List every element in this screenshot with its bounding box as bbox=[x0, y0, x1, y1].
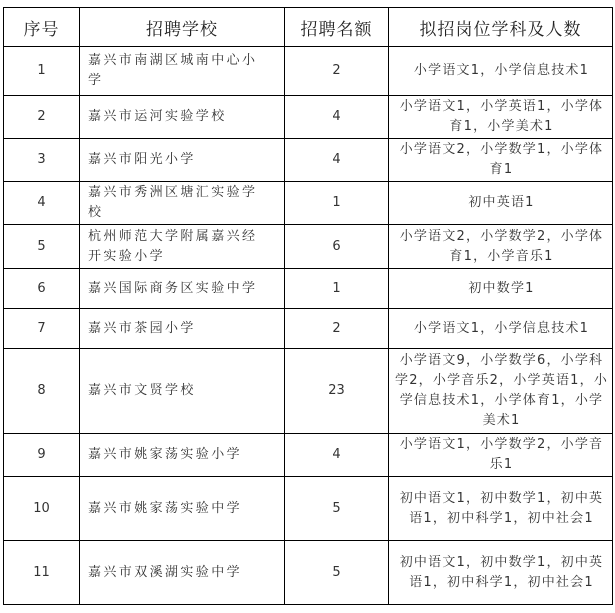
school-name: 嘉兴市姚家荡实验中学 bbox=[80, 477, 285, 541]
positions-detail: 小学语文1，小学数学2，小学音乐1 bbox=[389, 434, 613, 477]
row-index: 4 bbox=[4, 182, 80, 225]
recruit-count: 4 bbox=[285, 96, 389, 139]
school-name: 嘉兴市姚家荡实验小学 bbox=[80, 434, 285, 477]
header-school: 招聘学校 bbox=[80, 8, 285, 47]
positions-detail: 小学语文1，小学信息技术1 bbox=[389, 47, 613, 96]
recruit-count: 23 bbox=[285, 349, 389, 434]
positions-detail: 初中语文1，初中数学1，初中英语1，初中科学1，初中社会1 bbox=[389, 477, 613, 541]
recruit-count: 1 bbox=[285, 269, 389, 309]
table-row bbox=[4, 47, 613, 96]
positions-detail: 初中语文1，初中数学1，初中英语1，初中科学1，初中社会1 bbox=[389, 541, 613, 605]
table-row bbox=[4, 309, 613, 349]
school-name: 嘉兴市文贤学校 bbox=[80, 349, 285, 434]
row-index: 3 bbox=[4, 139, 80, 182]
positions-detail: 初中英语1 bbox=[389, 182, 613, 225]
row-index: 6 bbox=[4, 269, 80, 309]
recruit-count: 5 bbox=[285, 477, 389, 541]
recruit-count: 4 bbox=[285, 139, 389, 182]
recruit-count: 2 bbox=[285, 47, 389, 96]
school-name: 杭州师范大学附属嘉兴经开实验小学 bbox=[80, 225, 285, 269]
header-count: 招聘名额 bbox=[285, 8, 389, 47]
row-index: 10 bbox=[4, 477, 80, 541]
positions-detail: 小学语文9，小学数学6，小学科学2，小学音乐2，小学英语1，小学信息技术1，小学体育1，小学美术1 bbox=[389, 349, 613, 434]
row-index: 1 bbox=[4, 47, 80, 96]
table-row bbox=[4, 96, 613, 139]
recruitment-table bbox=[3, 7, 613, 605]
header-index: 序号 bbox=[4, 8, 80, 47]
table-row bbox=[4, 541, 613, 605]
recruit-count: 6 bbox=[285, 225, 389, 269]
row-index: 11 bbox=[4, 541, 80, 605]
table-row bbox=[4, 182, 613, 225]
table-row bbox=[4, 269, 613, 309]
positions-detail: 小学语文1，小学信息技术1 bbox=[389, 309, 613, 349]
table-row bbox=[4, 139, 613, 182]
school-name: 嘉兴市双溪湖实验中学 bbox=[80, 541, 285, 605]
table-row bbox=[4, 349, 613, 434]
row-index: 9 bbox=[4, 434, 80, 477]
school-name: 嘉兴市南湖区城南中心小学 bbox=[80, 47, 285, 96]
table-row bbox=[4, 434, 613, 477]
row-index: 5 bbox=[4, 225, 80, 269]
table-row bbox=[4, 225, 613, 269]
recruit-count: 1 bbox=[285, 182, 389, 225]
recruit-count: 5 bbox=[285, 541, 389, 605]
school-name: 嘉兴市运河实验学校 bbox=[80, 96, 285, 139]
header-row bbox=[4, 8, 613, 47]
school-name: 嘉兴市秀洲区塘汇实验学校 bbox=[80, 182, 285, 225]
header-positions: 拟招岗位学科及人数 bbox=[389, 8, 613, 47]
school-name: 嘉兴国际商务区实验中学 bbox=[80, 269, 285, 309]
row-index: 8 bbox=[4, 349, 80, 434]
table-row bbox=[4, 477, 613, 541]
positions-detail: 小学语文1，小学英语1，小学体育1，小学美术1 bbox=[389, 96, 613, 139]
row-index: 7 bbox=[4, 309, 80, 349]
school-name: 嘉兴市阳光小学 bbox=[80, 139, 285, 182]
positions-detail: 小学语文2，小学数学1，小学体育1 bbox=[389, 139, 613, 182]
positions-detail: 初中数学1 bbox=[389, 269, 613, 309]
positions-detail: 小学语文2，小学数学2，小学体育1，小学音乐1 bbox=[389, 225, 613, 269]
school-name: 嘉兴市茶园小学 bbox=[80, 309, 285, 349]
recruit-count: 4 bbox=[285, 434, 389, 477]
row-index: 2 bbox=[4, 96, 80, 139]
recruit-count: 2 bbox=[285, 309, 389, 349]
